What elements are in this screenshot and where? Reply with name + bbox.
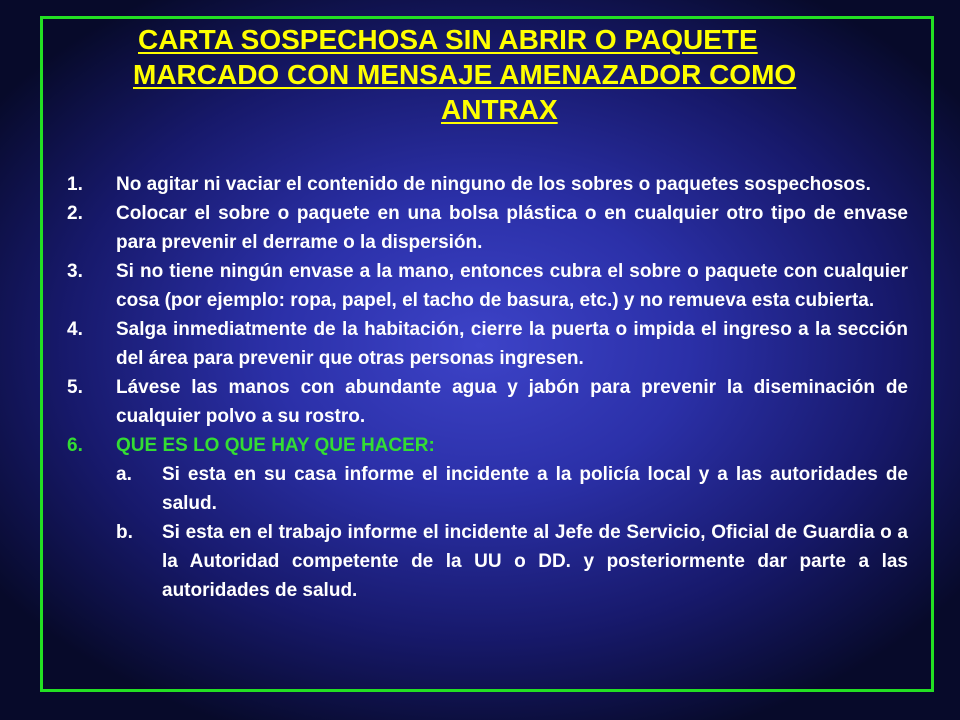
list-item [62, 257, 908, 315]
sub-list-item-text: Si esta en su casa informe el incidente a la policía local y a las autoridades de salud. [162, 464, 908, 514]
sub-list-item [116, 518, 908, 605]
sub-list-item [116, 460, 908, 518]
list-item [62, 199, 908, 257]
list-item-number: 4. [67, 319, 83, 340]
instruction-list [62, 170, 908, 605]
list-item-number: 1. [67, 174, 83, 195]
list-item-text: No agitar ni vaciar el contenido de ninguno de los sobres o paquetes sospechosos. [116, 174, 871, 195]
list-item-text: Si no tiene ningún envase a la mano, entonces cubra el sobre o paquete con cualquier cosa (por ejemplo: ropa, papel, el tacho de basura, etc.) y no remueva esta cubierta. [116, 261, 908, 311]
slide-title [100, 22, 920, 127]
list-item-number: 3. [67, 261, 83, 282]
sub-list-item-letter: a. [116, 464, 132, 485]
list-item-number: 6. [67, 435, 83, 456]
list-item-text: Salga inmediatmente de la habitación, cierre la puerta o impida el ingreso a la sección del área para prevenir que otras personas ingresen. [116, 319, 908, 369]
list-item [62, 373, 908, 431]
list-item-action-heading [62, 431, 908, 460]
list-item-number: 5. [67, 377, 83, 398]
title-line-1: CARTA SOSPECHOSA SIN ABRIR O PAQUETE [138, 24, 758, 55]
list-item-text: Lávese las manos con abundante agua y jabón para prevenir la diseminación de cualquier polvo a su rostro. [116, 377, 908, 427]
list-item-text: Colocar el sobre o paquete en una bolsa plástica o en cualquier otro tipo de envase para prevenir el derrame o la dispersión. [116, 203, 908, 253]
list-item [62, 315, 908, 373]
list-item-number: 2. [67, 203, 83, 224]
sub-list-item-text: Si esta en el trabajo informe el incidente al Jefe de Servicio, Oficial de Guardia o a la Autoridad competente de la UU o DD. y posteriormente dar parte a las autoridades de salud. [162, 522, 908, 601]
title-line-3: ANTRAX [441, 94, 558, 125]
list-item [62, 170, 908, 199]
list-item-text: QUE ES LO QUE HAY QUE HACER: [116, 435, 435, 456]
title-line-2: MARCADO CON MENSAJE AMENAZADOR COMO [133, 59, 797, 90]
sub-list-item-letter: b. [116, 522, 133, 543]
